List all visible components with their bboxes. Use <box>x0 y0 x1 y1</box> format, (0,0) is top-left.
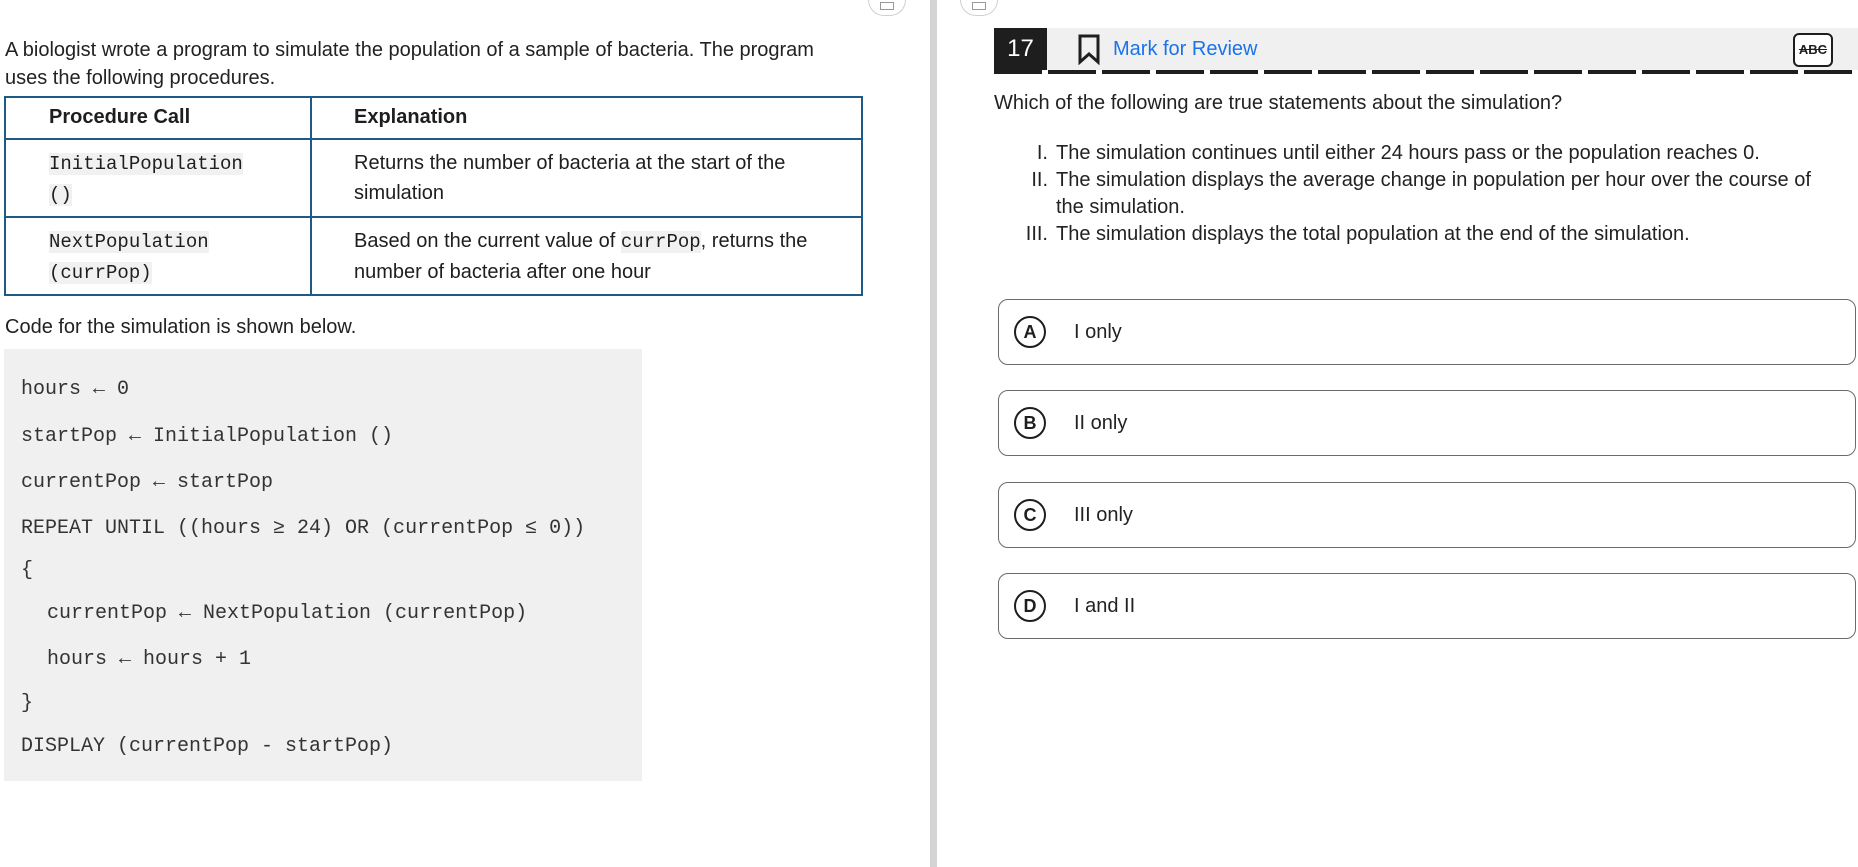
code-line: } <box>21 692 34 715</box>
procedure-name: InitialPopulation <box>49 153 243 175</box>
statement-list <box>994 140 1844 248</box>
procedure-table <box>4 96 863 296</box>
answer-eliminator-button[interactable]: ABC <box>1793 33 1833 67</box>
question-number: 17 <box>994 28 1047 70</box>
table-header-explanation: Explanation <box>311 97 862 139</box>
code-line: startPop ← InitialPopulation () <box>21 425 394 448</box>
code-line: { <box>21 559 34 582</box>
choice-letter: C <box>1014 499 1046 531</box>
statement-text: The simulation displays the total population at the end of the simulation. <box>1056 223 1690 245</box>
expand-right-pane-button[interactable] <box>960 0 998 16</box>
explanation-cell: Returns the number of bacteria at the start of the simulation <box>311 139 862 217</box>
answer-choice-a[interactable] <box>998 299 1856 365</box>
mark-for-review-button[interactable] <box>1070 30 1280 68</box>
code-line: hours ← 0 <box>21 378 130 401</box>
procedure-cell <box>5 217 311 295</box>
question-stem: Which of the following are true statements about the simulation? <box>994 92 1563 114</box>
statement-item <box>994 167 1844 221</box>
choice-letter: A <box>1014 316 1046 348</box>
expand-icon <box>880 2 894 10</box>
code-line: currentPop ← startPop <box>21 471 274 494</box>
table-header-procedure-call: Procedure Call <box>5 97 311 139</box>
choice-text: I only <box>1074 320 1122 343</box>
statement-item <box>994 140 1844 167</box>
code-line: currentPop ← NextPopulation (currentPop) <box>47 602 528 625</box>
answer-choice-b[interactable] <box>998 390 1856 456</box>
statement-text: The simulation displays the average change in population per hour over the course of the simulation. <box>1056 169 1811 218</box>
choice-letter: D <box>1014 590 1046 622</box>
statement-number: I. <box>1036 142 1048 164</box>
code-line: hours ← hours + 1 <box>47 648 252 671</box>
statement-number: II. <box>1031 169 1048 191</box>
statement-number: III. <box>1025 223 1048 245</box>
procedure-args: (currPop) <box>49 262 152 284</box>
pane-divider[interactable] <box>930 0 937 867</box>
explanation-cell <box>311 217 862 295</box>
code-block <box>4 349 642 781</box>
answer-choice-d[interactable] <box>998 573 1856 639</box>
procedure-args: () <box>49 184 72 206</box>
inline-code: currPop <box>620 231 701 253</box>
expand-icon <box>972 2 986 10</box>
table-row <box>5 139 862 217</box>
answer-choice-c[interactable] <box>998 482 1856 548</box>
code-label: Code for the simulation is shown below. <box>5 316 357 338</box>
procedure-name: NextPopulation <box>49 231 209 253</box>
explanation-text: Based on the current value of <box>354 230 621 252</box>
choice-letter: B <box>1014 407 1046 439</box>
choice-text: II only <box>1074 411 1128 434</box>
code-line: REPEAT UNTIL ((hours ≥ 24) OR (currentPop ≤ 0)) <box>21 517 586 540</box>
table-row <box>5 217 862 295</box>
explanation-text: , returns the number of bacteria after one hour <box>354 230 808 283</box>
code-line: DISPLAY (currentPop - startPop) <box>21 735 394 758</box>
choice-text: I and II <box>1074 594 1136 617</box>
statement-text: The simulation continues until either 24 hours pass or the population reaches 0. <box>1056 142 1760 164</box>
procedure-cell <box>5 139 311 217</box>
mark-for-review-label: Mark for Review <box>1113 37 1258 60</box>
choice-text: III only <box>1074 503 1133 526</box>
passage-intro: A biologist wrote a program to simulate the population of a sample of bacteria. The program uses the following procedures. <box>5 39 814 89</box>
bookmark-icon <box>1075 33 1103 65</box>
statement-item <box>994 221 1844 248</box>
header-divider <box>994 70 1858 74</box>
